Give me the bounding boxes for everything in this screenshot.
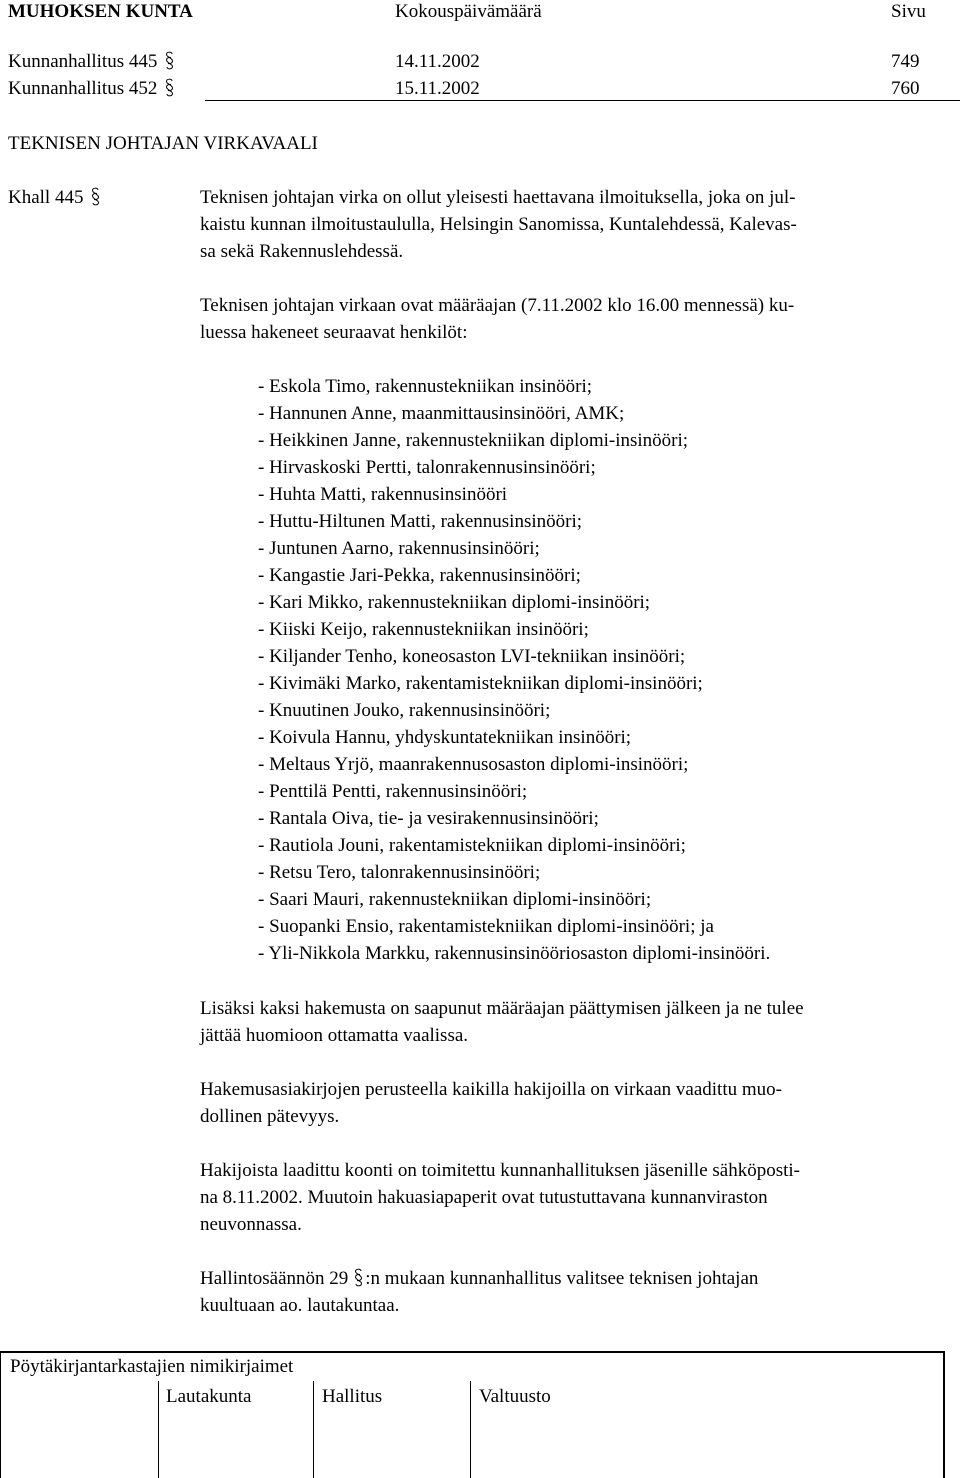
applicant-item: - Kari Mikko, rakennustekniikan diplomi-insinööri; (258, 592, 651, 613)
applicant-item: - Rautiola Jouni, rakentamistekniikan diplomi-insinööri; (258, 835, 686, 856)
signature-column-lautakunta: Lautakunta (166, 1386, 252, 1407)
text-line: sa sekä Rakennuslehdessä. (200, 241, 404, 262)
text-line: neuvonnassa. (200, 1214, 302, 1235)
signature-column-hallitus: Hallitus (322, 1386, 383, 1407)
reference-name: Kunnanhallitus 452 (8, 75, 174, 102)
paragraph-applicants-intro (200, 292, 945, 346)
reference-date: 15.11.2002 (395, 78, 480, 99)
page-column-label: Sivu (891, 1, 926, 22)
applicant-item: - Kiiski Keijo, rakennustekniikan insinööri; (258, 619, 589, 640)
paragraph-summary (200, 1157, 945, 1238)
applicant-item: - Knuutinen Jouko, rakennusinsinööri; (258, 700, 551, 721)
applicant-item: - Kiljander Tenho, koneosaston LVI-tekniikan insinööri; (258, 646, 686, 667)
text-line: Lisäksi kaksi hakemusta on saapunut määräajan päättymisen jälkeen ja ne tulee (200, 998, 804, 1019)
text-line: jättää huomioon ottamatta vaalissa. (200, 1025, 469, 1046)
signature-divider (158, 1381, 159, 1478)
text-line: Hallintosäännön 29 :n mukaan kunnanhallitus valitsee teknisen johtajan (200, 1268, 759, 1289)
applicant-item: - Rantala Oiva, tie- ja vesirakennusinsinööri; (258, 808, 599, 829)
applicant-item: - Kangastie Jari-Pekka, rakennusinsinööri; (258, 565, 581, 586)
applicant-item: - Retsu Tero, talonrakennusinsinööri; (258, 862, 541, 883)
applicant-item: - Yli-Nikkola Markku, rakennusinsinööriosaston diplomi-insinööri. (258, 943, 771, 964)
reference-page: 760 (891, 78, 920, 99)
organization-name: MUHOKSEN KUNTA (8, 1, 193, 22)
signature-divider (313, 1381, 314, 1478)
text-line: dollinen pätevyys. (200, 1106, 340, 1127)
applicant-item: - Saari Mauri, rakennustekniikan diplomi-insinööri; (258, 889, 652, 910)
header-divider (205, 100, 960, 101)
paragraph-qualifications (200, 1076, 945, 1130)
section-sign-icon (91, 187, 100, 206)
text-line: na 8.11.2002. Muutoin hakuasiapaperit ovat tutustuttavana kunnanviraston (200, 1187, 768, 1208)
paragraph-regulation (200, 1265, 945, 1319)
text-line: Teknisen johtajan virka on ollut yleisesti haettavana ilmoituksella, joka on jul- (200, 187, 796, 208)
text-line: luessa hakeneet seuraavat henkilöt: (200, 322, 468, 343)
applicant-item: - Meltaus Yrjö, maanrakennusosaston diplomi-insinööri; (258, 754, 689, 775)
applicant-item: - Huhta Matti, rakennusinsinööri (258, 484, 508, 505)
text-line: Hakijoista laadittu koonti on toimitettu kunnanhallituksen jäsenille sähköposti- (200, 1160, 800, 1181)
applicant-item: - Huttu-Hiltunen Matti, rakennusinsinööri; (258, 511, 583, 532)
section-sign-icon (165, 51, 174, 70)
reference-date: 14.11.2002 (395, 51, 480, 72)
applicant-item: - Kivimäki Marko, rakentamistekniikan diplomi-insinööri; (258, 673, 703, 694)
text-line: kaistu kunnan ilmoitustaululla, Helsingin Sanomissa, Kuntalehdessä, Kalevas- (200, 214, 797, 235)
applicant-item: - Suopanki Ensio, rakentamistekniikan diplomi-insinööri; ja (258, 916, 714, 937)
applicant-item: - Hirvaskoski Pertti, talonrakennusinsinööri; (258, 457, 596, 478)
paragraph-announcement (200, 184, 945, 265)
paragraph-late-applications (200, 995, 945, 1049)
applicant-item: - Penttilä Pentti, rakennusinsinööri; (258, 781, 528, 802)
signature-column-valtuusto: Valtuusto (479, 1386, 551, 1407)
applicant-item: - Hannunen Anne, maanmittausinsinööri, AMK; (258, 403, 625, 424)
applicant-item: - Juntunen Aarno, rakennusinsinööri; (258, 538, 540, 559)
applicant-item: - Koivula Hannu, yhdyskuntatekniikan insinööri; (258, 727, 632, 748)
text-line: Teknisen johtajan virkaan ovat määräajan (7.11.2002 klo 16.00 mennessä) ku- (200, 295, 795, 316)
applicant-list (258, 373, 770, 967)
section-title: TEKNISEN JOHTAJAN VIRKAVAALI (8, 133, 318, 154)
applicant-item: - Heikkinen Janne, rakennustekniikan diplomi-insinööri; (258, 430, 689, 451)
applicant-item: - Eskola Timo, rakennustekniikan insinööri; (258, 376, 593, 397)
reference-page: 749 (891, 51, 920, 72)
section-sign-icon (165, 78, 174, 97)
reference-name: Kunnanhallitus 445 (8, 48, 174, 75)
signature-divider (470, 1381, 471, 1478)
section-sign-icon (354, 1268, 363, 1287)
khall-label: Khall 445 (8, 184, 100, 211)
date-column-label: Kokouspäivämäärä (395, 1, 542, 22)
text-line: Hakemusasiakirjojen perusteella kaikilla hakijoilla on virkaan vaadittu muo- (200, 1079, 782, 1100)
text-line: kuultuaan ao. lautakuntaa. (200, 1295, 400, 1316)
signature-box-title: Pöytäkirjantarkastajien nimikirjaimet (10, 1356, 294, 1377)
